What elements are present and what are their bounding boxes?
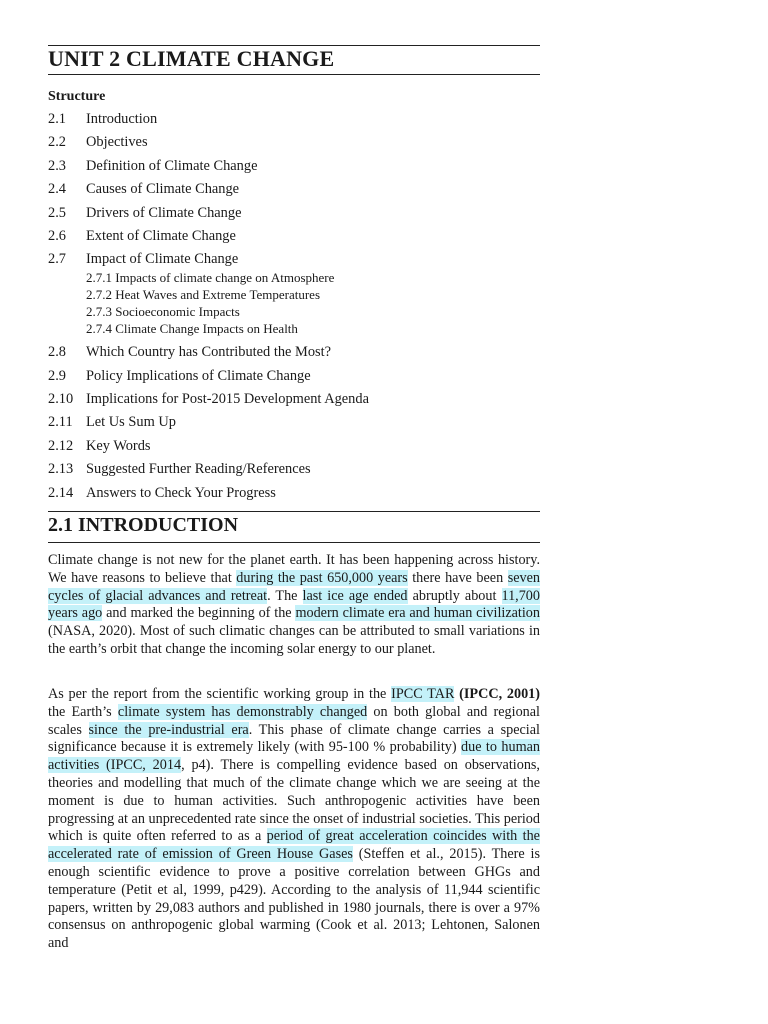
paragraph-text: (NASA, 2020). Most of such climatic changes can be attributed to small variations in the earth’s orbit that change the incoming solar energy to our planet. [48,623,540,657]
toc-number: 2.3 [48,158,66,174]
highlighted-text: due to human activities (IPCC, 2014 [48,739,540,774]
toc-label: Impact of Climate Change [86,251,239,267]
paragraph-text: (Steffen et al., 2015). There is enough scientific evidence to prove a positive correlation between GHGs and temperature (Petit et al, 1999, p429). According to the analysis of 11,944 scientific papers, written by 29,083 authors and published in 1980 journals, there is over a 97% consensus on anthropogenic global warming (Cook et al. 2013; Lehtonen, Salonen and [48,846,540,952]
toc-subitem: 2.7.4 Climate Change Impacts on Health [86,321,298,336]
section-underline [48,542,540,543]
toc-number: 2.1 [48,111,66,127]
toc-number: 2.6 [48,228,66,244]
toc-number: 2.2 [48,134,66,150]
toc-label: Suggested Further Reading/References [86,461,311,477]
highlighted-text: IPCC TAR [391,686,455,702]
toc-label: Extent of Climate Change [86,228,236,244]
highlighted-text: period of great acceleration coincides with the accelerated rate of emission of Green House Gases [48,828,540,863]
title-rule [48,74,540,75]
highlighted-text: seven cycles of glacial advances and retreat [48,569,540,604]
toc-number: 2.11 [48,414,73,430]
highlighted-text: 11,700 years ago [48,587,540,622]
paragraph-text: there have been [407,569,508,586]
toc-number: 2.10 [48,391,74,407]
toc-subitem: 2.7.3 Socioeconomic Impacts [86,304,240,319]
bold-citation: (IPCC, 2001) [454,686,540,702]
toc-label: Objectives [86,134,148,150]
paragraph-text: . This phase of climate change carries a special significance because it is extremely likely (with 95-100 % probability) [48,721,540,756]
paragraph-text: . The [267,587,303,604]
paragraph-text: and marked the beginning of the [102,605,296,622]
toc-number: 2.13 [48,461,74,477]
paragraph-text: As per the report from the scientific working group in the [48,686,392,702]
paragraph-text: the Earth’s [48,703,118,720]
highlighted-text: during the past 650,000 years [236,569,408,586]
highlighted-text: modern climate era and human civilization [295,605,540,622]
paragraph-text: abruptly about [407,587,502,604]
toc-label: Which Country has Contributed the Most? [86,344,332,360]
unit-title: UNIT 2 CLIMATE CHANGE [48,46,335,71]
toc-label: Let Us Sum Up [86,414,176,430]
paragraph-text: , p4). There is compelling evidence based on observations, theories and modelling that much of the climate change which we are seeing at the moment is due to human activities. Such anthropogenic activities have been progressing at an unprecedented rate since the onset of industrial societies. This period which is quite often referred to as a [48,757,540,845]
toc-number: 2.14 [48,485,74,501]
toc-number: 2.12 [48,438,74,454]
section-rule [48,511,540,512]
toc-label: Implications for Post-2015 Development Agenda [86,391,369,407]
paragraph-text: on both global and regional scales [48,703,540,738]
toc-number: 2.4 [48,181,66,197]
toc-number: 2.8 [48,344,66,360]
toc-subitem: 2.7.1 Impacts of climate change on Atmosphere [86,270,335,285]
intro-paragraph-1 [48,552,540,659]
toc-label: Key Words [86,438,151,454]
paragraph-text: Climate change is not new for the planet earth. It has been happening across history. We have reasons to believe that [48,552,540,586]
toc-label: Policy Implications of Climate Change [86,368,311,384]
highlighted-text: since the pre-industrial era [88,721,249,738]
section-heading: 2.1 INTRODUCTION [48,514,239,536]
highlighted-text: climate system has demonstrably changed [117,703,368,720]
intro-paragraph-2 [48,686,540,953]
toc-label: Causes of Climate Change [86,181,240,197]
toc-subitem: 2.7.2 Heat Waves and Extreme Temperatures [86,287,321,302]
toc-label: Introduction [86,111,158,127]
toc-number: 2.9 [48,368,66,384]
structure-label: Structure [48,89,106,104]
toc-label: Drivers of Climate Change [86,205,242,221]
highlighted-text: last ice age ended [302,587,408,604]
toc-label: Definition of Climate Change [86,158,258,174]
toc-label: Answers to Check Your Progress [86,485,276,501]
toc-number: 2.7 [48,251,66,267]
toc-number: 2.5 [48,205,66,221]
